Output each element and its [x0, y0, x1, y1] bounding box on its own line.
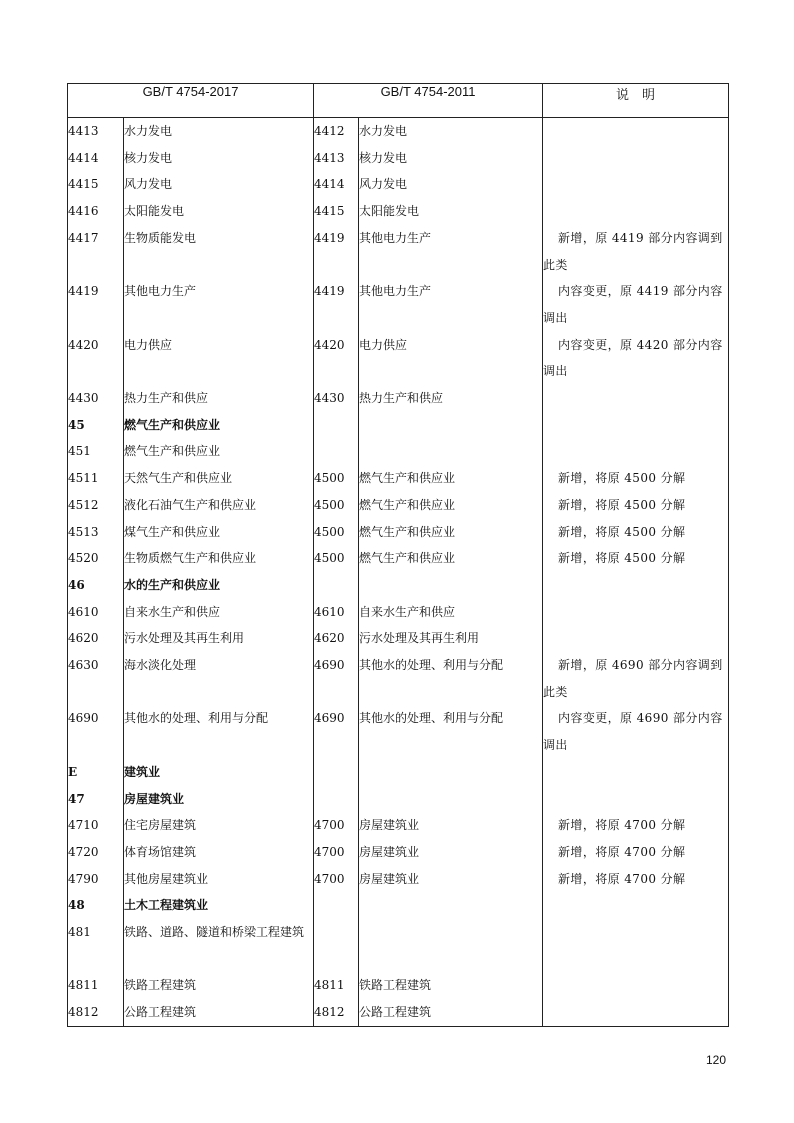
name-2017: 污水处理及其再生利用 [124, 625, 314, 652]
code-2011 [314, 438, 359, 465]
name-2011: 其他水的处理、利用与分配 [359, 652, 543, 705]
table-row [68, 438, 729, 465]
code-2017: 45 [68, 412, 124, 439]
code-2011: 4500 [314, 492, 359, 519]
note-cell [543, 118, 729, 145]
note-text: 内容变更，原 4420 部分内容调出 [543, 337, 723, 379]
code-2011: 4811 [314, 972, 359, 999]
page-number: 120 [705, 1053, 726, 1067]
code-2017: 481 [68, 919, 124, 972]
code-2011: 4812 [314, 999, 359, 1026]
name-2017: 风力发电 [124, 171, 314, 198]
name-2011: 风力发电 [359, 171, 543, 198]
code-2017: 4430 [68, 385, 124, 412]
code-2017: 4417 [68, 225, 124, 278]
name-2011: 燃气生产和供应业 [359, 465, 543, 492]
name-2017: 电力供应 [124, 332, 314, 385]
table-header-row [68, 84, 729, 118]
code-2011: 4500 [314, 545, 359, 572]
name-2011 [359, 412, 543, 439]
note-cell [543, 972, 729, 999]
name-2017: 水的生产和供应业 [124, 572, 314, 599]
name-2011 [359, 759, 543, 786]
name-2011 [359, 438, 543, 465]
table-row [68, 892, 729, 919]
code-2017: 4513 [68, 519, 124, 546]
code-2011: 4413 [314, 145, 359, 172]
name-2011: 房屋建筑业 [359, 866, 543, 893]
code-2011: 4690 [314, 652, 359, 705]
name-2017: 其他电力生产 [124, 278, 314, 331]
name-2017: 住宅房屋建筑 [124, 812, 314, 839]
header-gbt-2017: GB/T 4754-2017 [68, 84, 314, 118]
code-2011 [314, 412, 359, 439]
note-text: 新增，原 4419 部分内容调到此类 [543, 230, 723, 272]
table-row [68, 332, 729, 385]
code-2017: 4511 [68, 465, 124, 492]
name-2017: 土木工程建筑业 [124, 892, 314, 919]
name-2017: 燃气生产和供应业 [124, 412, 314, 439]
code-2017: 4512 [68, 492, 124, 519]
name-2017: 建筑业 [124, 759, 314, 786]
name-2011: 污水处理及其再生利用 [359, 625, 543, 652]
code-2011: 4430 [314, 385, 359, 412]
code-2011: 4690 [314, 705, 359, 758]
table-row [68, 999, 729, 1026]
code-2011: 4420 [314, 332, 359, 385]
note-cell [543, 892, 729, 919]
note-text: 新增，将原 4700 分解 [558, 818, 686, 833]
note-cell [543, 786, 729, 813]
classification-comparison-table [67, 83, 729, 1027]
table-row [68, 545, 729, 572]
table-row [68, 972, 729, 999]
name-2017: 燃气生产和供应业 [124, 438, 314, 465]
table-row [68, 145, 729, 172]
code-2017: 4415 [68, 171, 124, 198]
note-cell [543, 599, 729, 626]
name-2011 [359, 786, 543, 813]
name-2011: 铁路工程建筑 [359, 972, 543, 999]
table-row [68, 492, 729, 519]
name-2011: 燃气生产和供应业 [359, 492, 543, 519]
note-cell [543, 465, 729, 492]
table-row [68, 465, 729, 492]
name-2017: 铁路工程建筑 [124, 972, 314, 999]
code-2011: 4419 [314, 278, 359, 331]
code-2011: 4414 [314, 171, 359, 198]
header-note: 说 明 [543, 84, 729, 118]
code-2011: 4700 [314, 839, 359, 866]
name-2011: 其他水的处理、利用与分配 [359, 705, 543, 758]
note-text: 新增，将原 4700 分解 [558, 844, 686, 859]
note-cell [543, 171, 729, 198]
note-cell [543, 225, 729, 278]
table-row [68, 705, 729, 758]
table-row [68, 786, 729, 813]
table-row [68, 278, 729, 331]
note-cell [543, 572, 729, 599]
table-row [68, 118, 729, 145]
code-2017: 4812 [68, 999, 124, 1026]
table-row [68, 519, 729, 546]
code-2011: 4620 [314, 625, 359, 652]
code-2017: E [68, 759, 124, 786]
note-cell [543, 492, 729, 519]
note-cell [543, 919, 729, 972]
table-row [68, 572, 729, 599]
name-2011: 太阳能发电 [359, 198, 543, 225]
note-text: 内容变更，原 4690 部分内容调出 [543, 711, 723, 753]
name-2011 [359, 572, 543, 599]
code-2011 [314, 919, 359, 972]
code-2011: 4500 [314, 465, 359, 492]
table-row [68, 385, 729, 412]
code-2017: 451 [68, 438, 124, 465]
name-2017: 其他水的处理、利用与分配 [124, 705, 314, 758]
code-2017: 4720 [68, 839, 124, 866]
code-2011: 4700 [314, 812, 359, 839]
name-2011 [359, 919, 543, 972]
table-row [68, 625, 729, 652]
note-cell [543, 759, 729, 786]
code-2017: 4419 [68, 278, 124, 331]
code-2017: 4790 [68, 866, 124, 893]
name-2011: 燃气生产和供应业 [359, 519, 543, 546]
note-cell [543, 438, 729, 465]
code-2011 [314, 759, 359, 786]
name-2017: 煤气生产和供应业 [124, 519, 314, 546]
name-2017: 房屋建筑业 [124, 786, 314, 813]
name-2017: 自来水生产和供应 [124, 599, 314, 626]
note-text: 新增，将原 4500 分解 [558, 551, 686, 566]
header-gbt-2011: GB/T 4754-2011 [314, 84, 543, 118]
code-2017: 4610 [68, 599, 124, 626]
note-cell [543, 198, 729, 225]
code-2011: 4500 [314, 519, 359, 546]
name-2011: 燃气生产和供应业 [359, 545, 543, 572]
name-2011: 房屋建筑业 [359, 839, 543, 866]
code-2017: 4520 [68, 545, 124, 572]
note-cell [543, 999, 729, 1026]
name-2017: 铁路、道路、隧道和桥梁工程建筑 [124, 919, 314, 972]
note-cell [543, 839, 729, 866]
name-2011: 房屋建筑业 [359, 812, 543, 839]
note-cell [543, 625, 729, 652]
code-2011: 4419 [314, 225, 359, 278]
table-row [68, 198, 729, 225]
code-2017: 4413 [68, 118, 124, 145]
name-2017: 水力发电 [124, 118, 314, 145]
name-2017: 生物质能发电 [124, 225, 314, 278]
note-cell [543, 412, 729, 439]
code-2017: 4811 [68, 972, 124, 999]
name-2011 [359, 892, 543, 919]
note-text: 新增，将原 4700 分解 [558, 871, 686, 886]
table-row [68, 759, 729, 786]
code-2011: 4412 [314, 118, 359, 145]
table-row [68, 171, 729, 198]
code-2011: 4610 [314, 599, 359, 626]
code-2011: 4700 [314, 866, 359, 893]
name-2011: 公路工程建筑 [359, 999, 543, 1026]
name-2011: 自来水生产和供应 [359, 599, 543, 626]
note-cell [543, 866, 729, 893]
note-cell [543, 278, 729, 331]
name-2017: 太阳能发电 [124, 198, 314, 225]
name-2017: 生物质燃气生产和供应业 [124, 545, 314, 572]
code-2011 [314, 572, 359, 599]
name-2017: 天然气生产和供应业 [124, 465, 314, 492]
note-cell [543, 812, 729, 839]
table-row [68, 412, 729, 439]
note-text: 新增，将原 4500 分解 [558, 524, 686, 539]
code-2017: 48 [68, 892, 124, 919]
note-cell [543, 652, 729, 705]
code-2017: 4710 [68, 812, 124, 839]
code-2017: 4420 [68, 332, 124, 385]
name-2011: 其他电力生产 [359, 225, 543, 278]
code-2017: 4690 [68, 705, 124, 758]
code-2017: 4416 [68, 198, 124, 225]
name-2017: 体育场馆建筑 [124, 839, 314, 866]
note-text: 新增，原 4690 部分内容调到此类 [543, 658, 723, 699]
name-2011: 热力生产和供应 [359, 385, 543, 412]
note-cell [543, 519, 729, 546]
code-2017: 4630 [68, 652, 124, 705]
name-2011: 核力发电 [359, 145, 543, 172]
note-text: 新增，将原 4500 分解 [558, 497, 686, 512]
code-2017: 4414 [68, 145, 124, 172]
code-2011: 4415 [314, 198, 359, 225]
name-2017: 热力生产和供应 [124, 385, 314, 412]
name-2011: 其他电力生产 [359, 278, 543, 331]
table-row [68, 866, 729, 893]
name-2017: 公路工程建筑 [124, 999, 314, 1026]
name-2017: 液化石油气生产和供应业 [124, 492, 314, 519]
note-cell [543, 145, 729, 172]
code-2017: 46 [68, 572, 124, 599]
note-cell [543, 385, 729, 412]
table-row [68, 919, 729, 972]
name-2017: 其他房屋建筑业 [124, 866, 314, 893]
code-2017: 47 [68, 786, 124, 813]
note-text: 内容变更，原 4419 部分内容调出 [543, 284, 723, 325]
code-2017: 4620 [68, 625, 124, 652]
table-row [68, 652, 729, 705]
table-body [68, 118, 729, 1027]
note-text: 新增，将原 4500 分解 [558, 471, 686, 486]
name-2017: 海水淡化处理 [124, 652, 314, 705]
table-row [68, 599, 729, 626]
table-row [68, 812, 729, 839]
note-cell [543, 332, 729, 385]
table-row [68, 225, 729, 278]
name-2011: 水力发电 [359, 118, 543, 145]
code-2011 [314, 892, 359, 919]
note-cell [543, 705, 729, 758]
code-2011 [314, 786, 359, 813]
name-2011: 电力供应 [359, 332, 543, 385]
table-row [68, 839, 729, 866]
name-2017: 核力发电 [124, 145, 314, 172]
note-cell [543, 545, 729, 572]
